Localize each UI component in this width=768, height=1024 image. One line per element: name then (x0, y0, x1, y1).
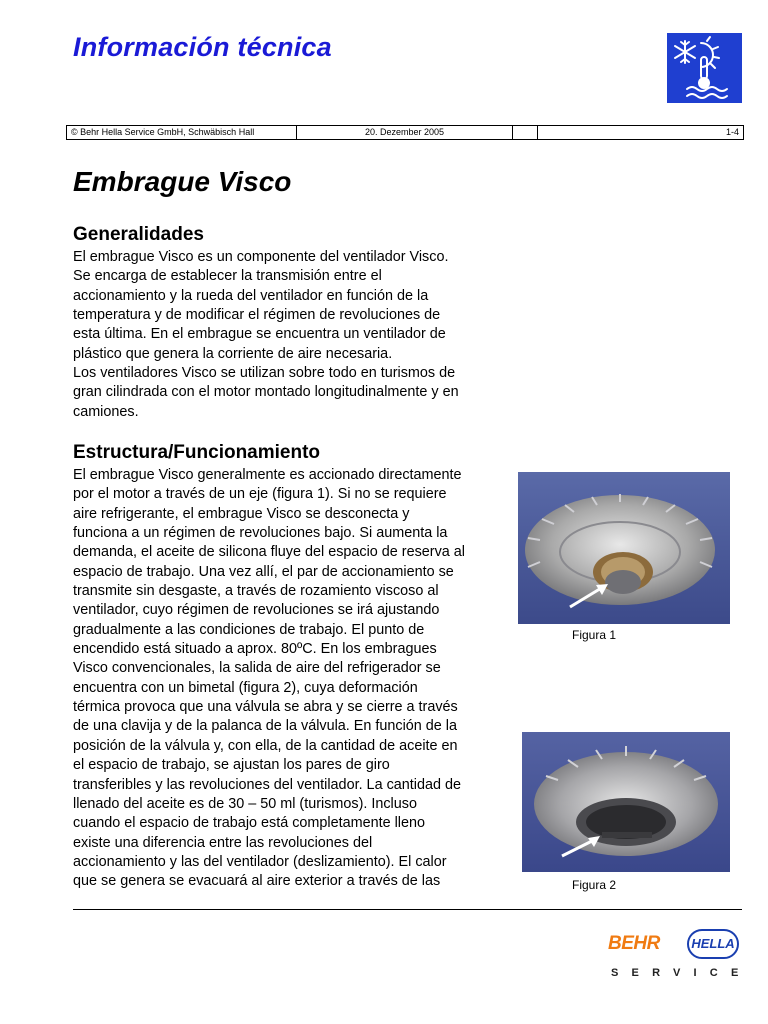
page-title: Embrague Visco (73, 166, 292, 197)
footer-divider (73, 909, 742, 910)
climate-logo (667, 33, 742, 103)
figure-1-caption: Figura 1 (572, 628, 617, 642)
page-number: 1-4 (725, 127, 739, 137)
copyright-text: © Behr Hella Service GmbH, Schwäbisch Hall (67, 126, 297, 139)
empty-cell (513, 126, 538, 139)
hella-logo: HELLA (687, 929, 739, 959)
section-body-estructura: El embrague Visco generalmente es accionado directamente por el motor a través de un eje (figura 1). Si no se requiere aire refrigerante, el embrague Visco se desconecta y funciona a un régimen de revoluciones bajo. Si aumenta la demanda, el aceite de silicona fluye del espacio de reserva al espacio de trabajo. Una vez allí, el par de accionamiento se transmite sin desgaste, a través de rozamiento viscoso al ventilador, cuyo régimen de revoluciones se irá ajustando gradualmente a las condiciones de trabajo. El punto de encendido está situado a aprox. 80ºC. En los embragues Visco convencionales, la salida de aire del refrigerador se encuentra con un bimetal (figura 2), cuya deformación térmica provoca que una válvula se abra y se cierre a través de una clavija y de la palanca de la válvula. En función de la posición de la válvula y, con ella, de la cantidad de aceite en el espacio de trabajo, se ajustan los pares de giro transferibles y las revoluciones del ventilador. La cantidad de llenado del aceite es de 30 – 50 ml (turismos). Incluso cuando el espacio de trabajo está completamente lleno existe una diferencia entre las revoluciones del accionamiento y las del ventilador (deslizamiento). El calor que se genera se evacuará al aire exterior a través de las (73, 467, 465, 890)
section-body-generalidades: El embrague Visco es un componente del ventilador Visco. Se encarga de establecer la transmisión entre el accionamiento y la rueda del ventilador en función de la temperatura y de modificar el régimen de revoluciones de esta última. En el embrague se encuentra un ventilador de plástico que genera la corriente de aire necesaria. Los ventiladores Visco se utilizan sobre todo en turismos de gran cilindrada con el motor montado longitudinalmente y en camiones. (73, 249, 459, 420)
document-date: 20. Dezember 2005 (297, 126, 513, 139)
visco-clutch-bimetal-photo (522, 732, 730, 872)
snowflake-sun-thermometer-icon (667, 33, 742, 103)
figure-1-image (518, 472, 730, 624)
section-heading-estructura: Estructura/Funcionamiento (73, 442, 321, 463)
visco-clutch-photo (518, 472, 730, 624)
figure-2-image (522, 732, 730, 872)
service-wordmark: SERVICE (611, 967, 752, 979)
section-heading-generalidades: Generalidades (73, 224, 204, 245)
document-title: Información técnica (73, 32, 332, 62)
behr-logo: BEHR (608, 933, 660, 954)
figure-2-caption: Figura 2 (572, 878, 617, 892)
document-info-row (66, 125, 744, 140)
